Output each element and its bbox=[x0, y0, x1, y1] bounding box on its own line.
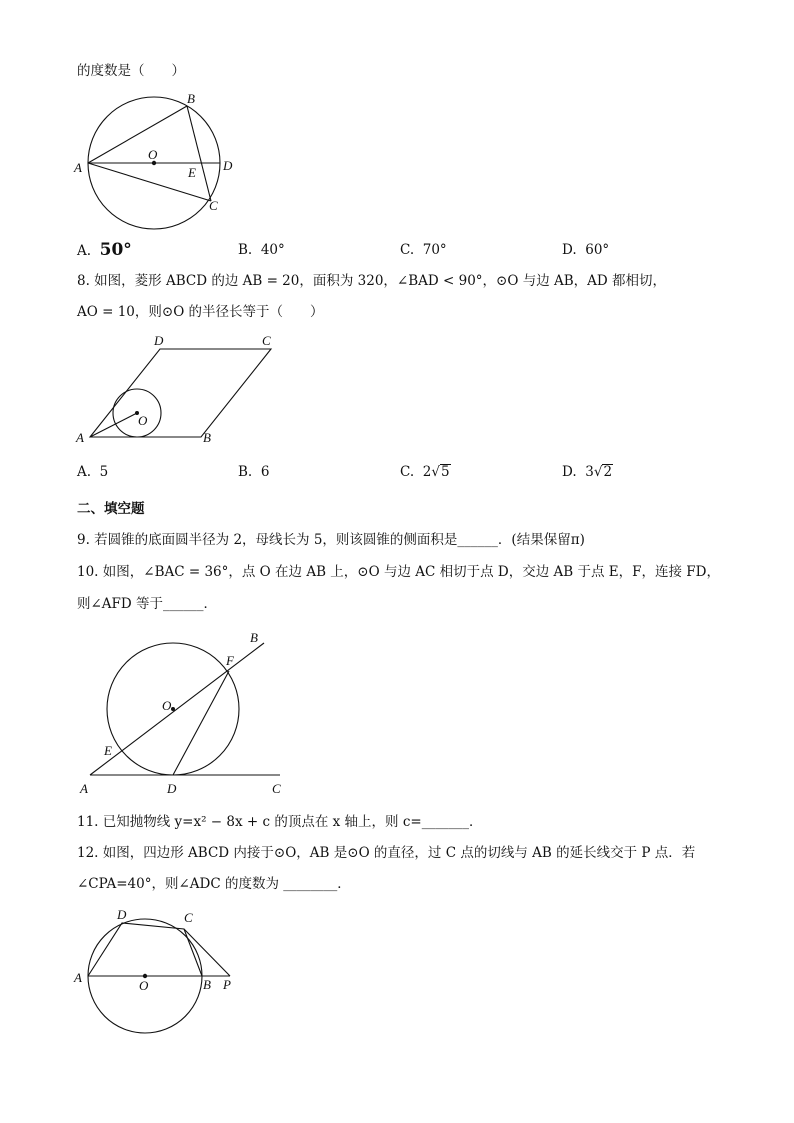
q10-line-1: 10. 如图，∠BAC = 36°，点 O 在边 AB 上，⊙O 与边 AC 相切于点 D，交边 AB 于点 E，F，连接 FD， bbox=[77, 564, 720, 580]
q7-stem-tail: 的度数是（ ） bbox=[77, 63, 185, 79]
q8-line-2: AO = 10，则⊙O 的半径长等于（ ） bbox=[77, 304, 324, 320]
q8-option-a: A. 5 bbox=[77, 464, 109, 480]
q10-center-dot bbox=[171, 707, 175, 711]
q9-text: 9. 若圆锥的底面圆半径为 2，母线长为 5，则该圆锥的侧面积是______．(结果保留π) bbox=[77, 532, 585, 548]
q7-label-a: A bbox=[74, 160, 82, 175]
q10-label-d: D bbox=[167, 781, 177, 796]
q8-label-a: A bbox=[76, 430, 84, 445]
q12-label-c: C bbox=[184, 910, 193, 925]
q7-label-o: O bbox=[148, 147, 158, 162]
q8-figure bbox=[70, 328, 310, 450]
q7-figure bbox=[70, 88, 250, 238]
q12-label-d: D bbox=[117, 907, 127, 922]
q7-option-d: D. 60° bbox=[562, 242, 610, 258]
q8-rhombus bbox=[90, 349, 271, 437]
q12-quadrilateral bbox=[88, 923, 202, 976]
q8-label-d: D bbox=[154, 333, 164, 348]
q12-label-a: A bbox=[74, 970, 82, 985]
q8-option-c: C. 2√5 bbox=[400, 464, 450, 480]
q8-label-c: C bbox=[262, 333, 271, 348]
q7-option-c: C. 70° bbox=[400, 242, 447, 258]
q10-line-2: 则∠AFD 等于______． bbox=[77, 596, 218, 612]
q7-option-b: B. 40° bbox=[238, 242, 285, 258]
q8-label-b: B bbox=[203, 430, 211, 445]
q8-line-1: 8. 如图，菱形 ABCD 的边 AB = 20，面积为 320，∠BAD < 90°，⊙O 与边 AB，AD 都相切， bbox=[77, 273, 667, 289]
q7-chord-ab bbox=[88, 106, 187, 163]
q10-label-c: C bbox=[272, 781, 281, 796]
q8-label-o: O bbox=[138, 413, 148, 428]
q12-label-b: B bbox=[203, 977, 211, 992]
section-title: 二、填空题 bbox=[77, 501, 145, 517]
q7-chord-bc bbox=[187, 106, 211, 201]
q10-figure bbox=[76, 625, 296, 797]
q12-figure bbox=[70, 905, 250, 1035]
q12-line-1: 12. 如图，四边形 ABCD 内接于⊙O，AB 是⊙O 的直径，过 C 点的切线与 AB 的延长线交于 P 点．若 bbox=[77, 845, 696, 861]
q12-label-p: P bbox=[223, 977, 231, 992]
q12-line-2: ∠CPA=40°，则∠ADC 的度数为 ________． bbox=[77, 876, 351, 892]
q10-label-a: A bbox=[80, 781, 88, 796]
q7-label-c: C bbox=[209, 198, 218, 213]
q10-label-f: F bbox=[226, 653, 234, 668]
q11-text: 11. 已知抛物线 y=x² − 8x + c 的顶点在 x 轴上，则 c=_______． bbox=[77, 814, 483, 830]
q12-tangent-cp bbox=[184, 929, 230, 976]
q10-line-ab bbox=[90, 643, 264, 775]
q7-option-a: A. 50° bbox=[77, 240, 132, 260]
q12-label-o: O bbox=[139, 978, 149, 993]
q10-label-b: B bbox=[250, 630, 258, 645]
q10-segment-fd bbox=[173, 671, 229, 775]
q7-label-b: B bbox=[187, 91, 195, 106]
q10-label-e: E bbox=[104, 743, 112, 758]
q8-option-d: D. 3√2 bbox=[562, 464, 613, 480]
q7-label-d: D bbox=[223, 158, 233, 173]
q8-option-b: B. 6 bbox=[238, 464, 270, 480]
q10-label-o: O bbox=[162, 698, 172, 713]
q7-label-e: E bbox=[188, 165, 196, 180]
